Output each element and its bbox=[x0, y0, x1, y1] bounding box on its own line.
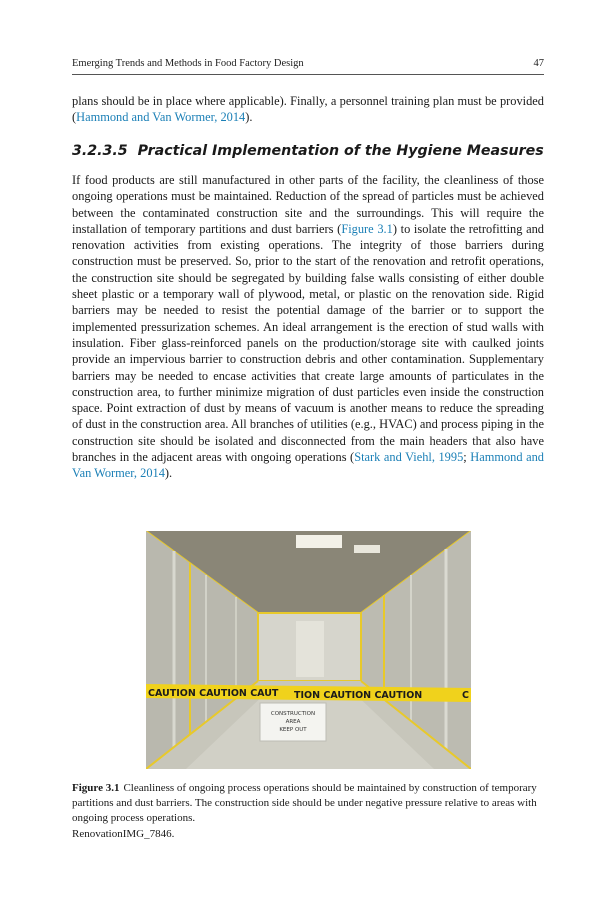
paragraph2-part2: ) to isolate the retrofitting and renovation activities from existing operations. The integrity of those barriers during construction must be preserved. So, prior to the start of the renovation and retrofit operations, the construction site should be segregated by building false walls consisting of either double sheet plastic or a temporary wall of plywood, metal, or plastic on the renovation side. Rigid barriers may be needed to resist the potential damage of the barrier or to support the implemented pressurization schemes. An ideal arrangement is the erection of stud walls with insulation. Fiber glass-reinforced panels on the production/storage site with caulked joints provide an impervious barrier to construction debris and other contamination. Supplementary barriers may be needed to encase activities that create large amounts of particulates in the construction area, to further minimize migration of dust particles even inside the construction space. Point extraction of dust by means of vacuum is another means to reduce the spreading of dust in the construction area. All branches of utilities (e.g., HVAC) and process piping in the construction site should be isolated and disconnected from the main headers that also have branches in the adjacent areas with ongoing operations ( bbox=[72, 221, 544, 465]
section-title: Practical Implementation of the Hygiene Measures bbox=[137, 143, 544, 159]
paragraph2-part1: If food products are still manufactured in other parts of the facility, the cleanliness of those ongoing operations must be maintained. Reduction of the spread of particles must be achieved between the contaminated construction site and the surroundings. This will require the installation of temporary partitions and dust barriers ( bbox=[72, 173, 544, 236]
ceiling-light-2 bbox=[354, 545, 380, 553]
caution-tape-text-right: TION CAUTION CAUTION bbox=[294, 690, 423, 701]
paragraph1-text-after: ). bbox=[245, 110, 253, 125]
citation-link-hammond-2[interactable]: Hammond and Van Wormer, 2014 bbox=[72, 450, 544, 481]
paragraph-main bbox=[72, 172, 544, 482]
sign-line-1: CONSTRUCTION bbox=[270, 711, 316, 717]
section-heading bbox=[72, 143, 544, 159]
ceiling-light bbox=[296, 535, 342, 548]
back-doorway bbox=[296, 621, 324, 677]
paragraph1-text-before: plans should be in place where applicable). Finally, a personnel training plan must be provided ( bbox=[72, 94, 544, 125]
figure-photo bbox=[146, 531, 471, 769]
citation-link-stark[interactable]: Stark and Viehl, 1995 bbox=[354, 450, 464, 465]
citation-separator: ; bbox=[463, 450, 471, 465]
construction-corridor-photo bbox=[146, 531, 471, 769]
caution-tape-text-left: CAUTION CAUTION CAUT bbox=[148, 688, 279, 699]
figure-ref-link[interactable]: Figure 3.1 bbox=[341, 221, 393, 236]
caption-credit: RenovationIMG_7846. bbox=[72, 827, 175, 840]
sign-line-2: AREA bbox=[285, 719, 301, 725]
caution-tape-text-far-right: C bbox=[462, 690, 469, 701]
paragraph2-part3: ). bbox=[164, 466, 173, 481]
figure-caption bbox=[72, 781, 544, 842]
section-number: 3.2.3.5 bbox=[72, 143, 128, 159]
paragraph-continuation bbox=[72, 93, 544, 126]
running-title: Emerging Trends and Methods in Food Factory Design bbox=[72, 58, 304, 69]
citation-link-hammond[interactable]: Hammond and Van Wormer, 2014 bbox=[76, 110, 246, 125]
caption-text: Cleanliness of ongoing process operations should be maintained by construction of temporary partitions and dust barriers. The construction side should be under negative pressure relative to areas with ongoing process operations. bbox=[72, 782, 537, 825]
figure-label: Figure 3.1 bbox=[72, 782, 120, 794]
sign-line-3: KEEP OUT bbox=[279, 727, 307, 733]
running-header bbox=[72, 58, 544, 75]
page-number: 47 bbox=[533, 58, 544, 69]
